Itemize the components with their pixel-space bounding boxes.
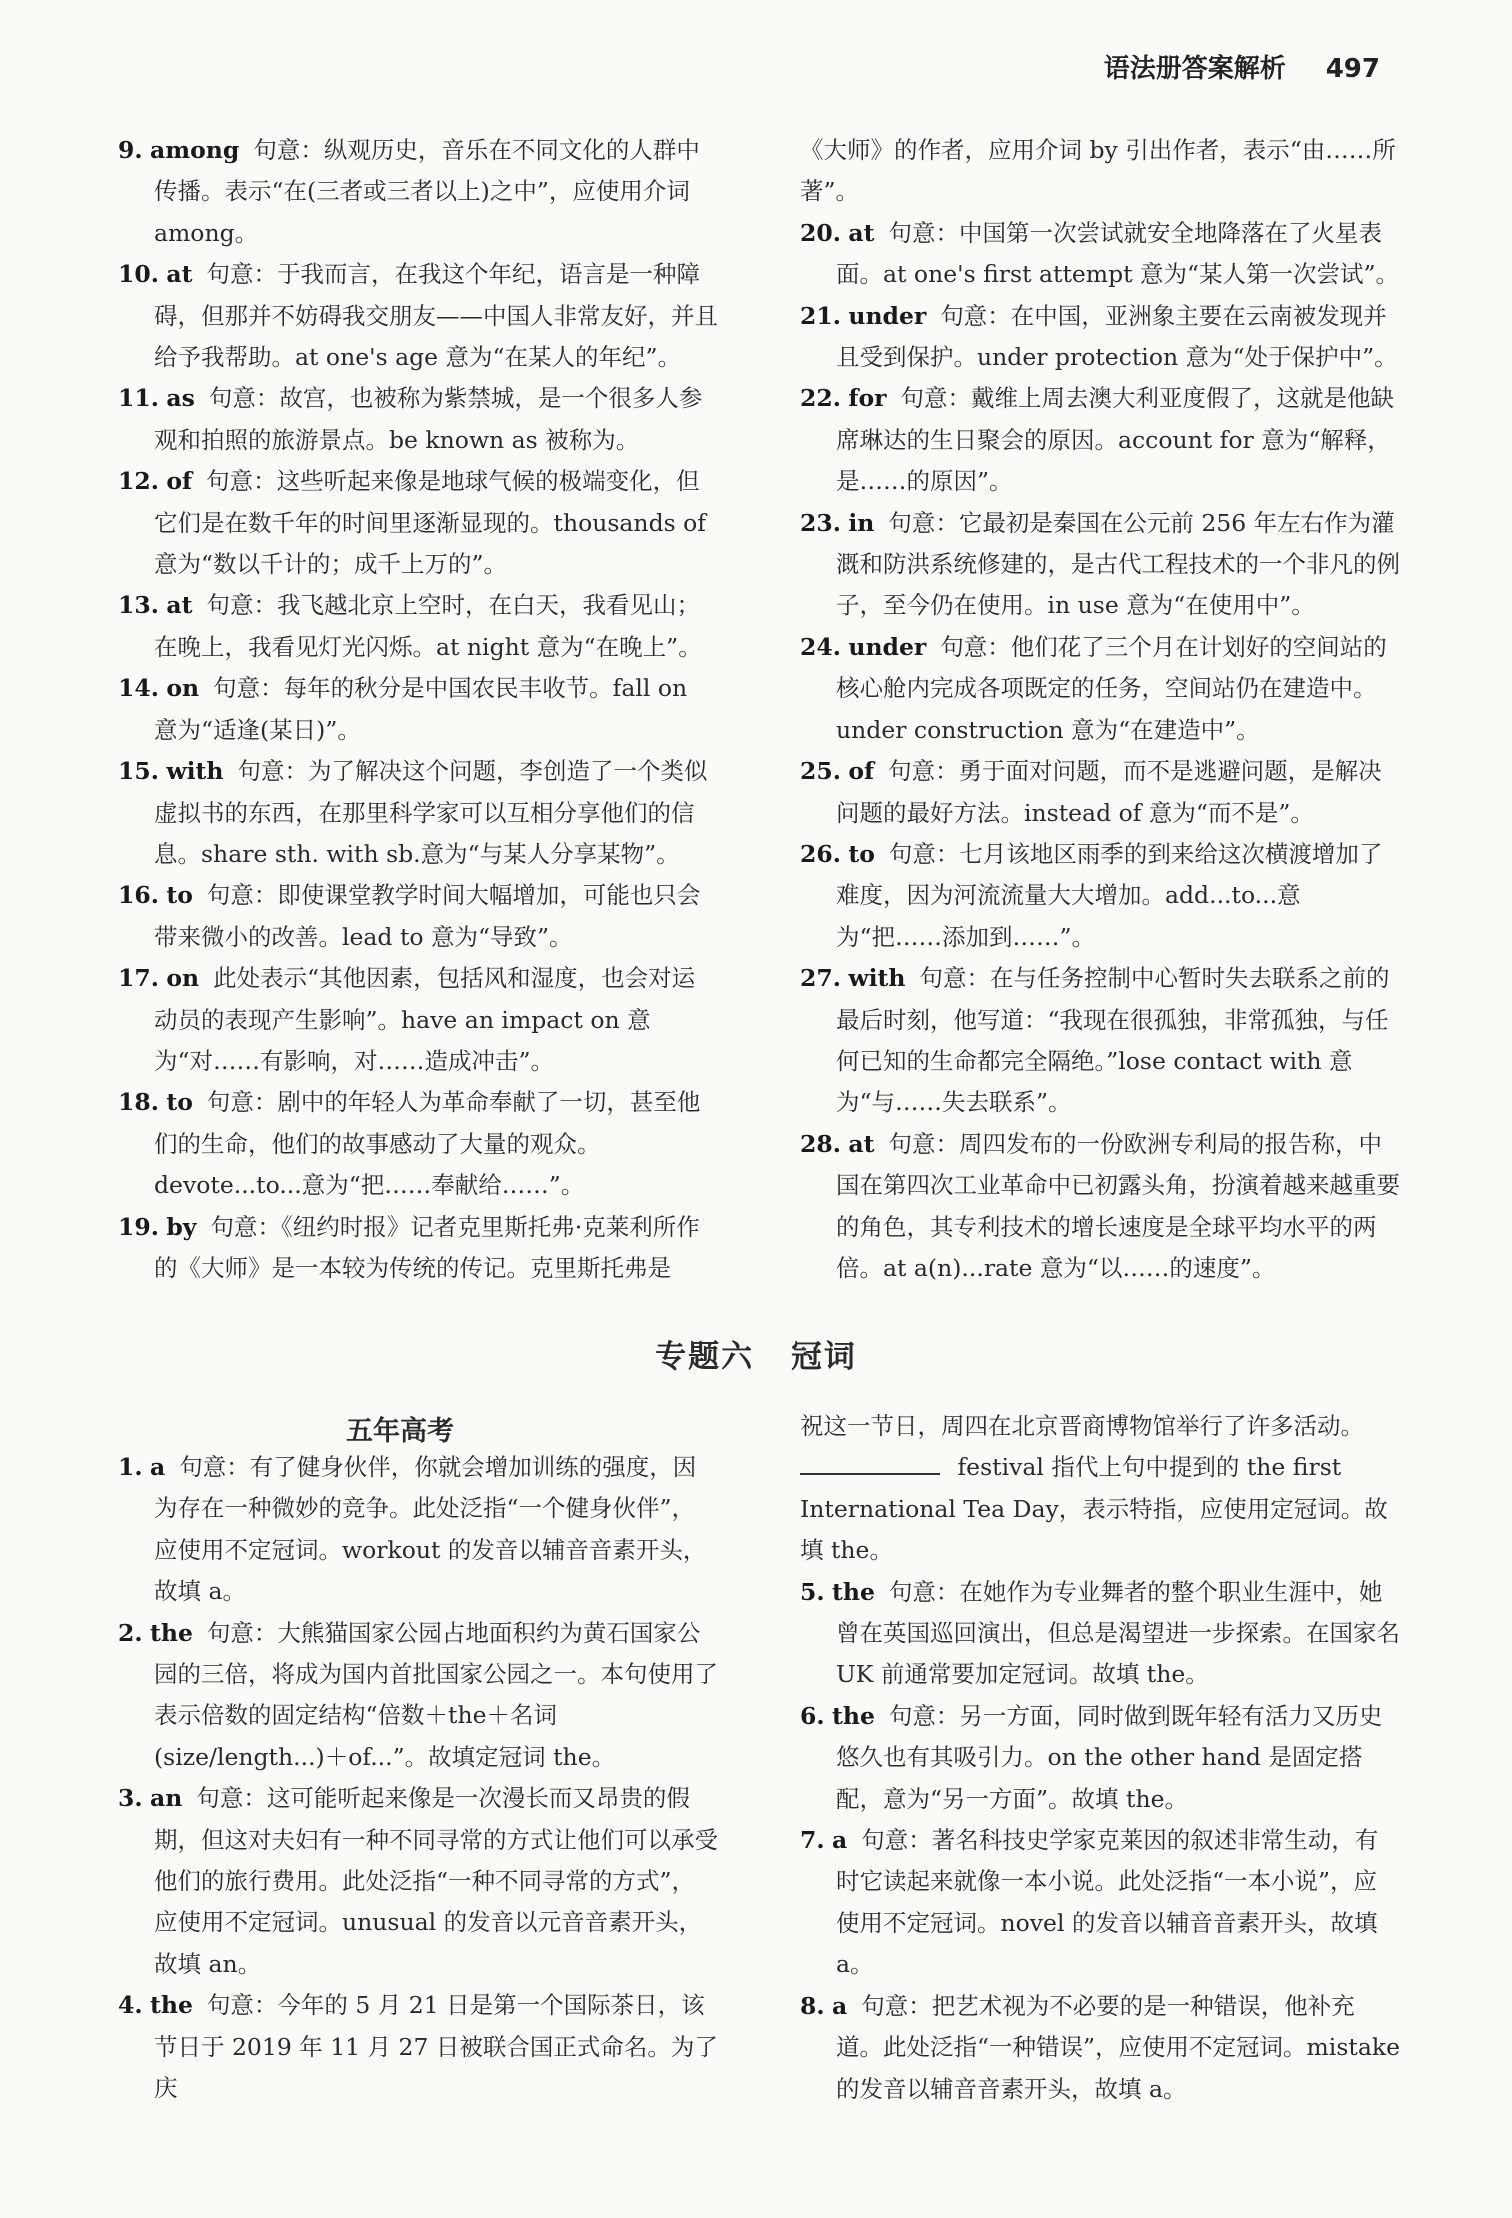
entry-explanation: 句意：即使课堂教学时间大幅增加，可能也只会带来微小的改善。lead to 意为“导致”。 xyxy=(154,881,701,951)
entry-explanation: 句意：这可能听起来像是一次漫长而又昂贵的假期，但这对夫妇有一种不同寻常的方式让他们可以承受他们的旅行费用。此处泛指“一种不同寻常的方式”，应使用不定冠词。unusual 的发音以元音音素开头，故填 an。 xyxy=(154,1784,718,1978)
entry-answer: under xyxy=(848,632,927,661)
answer-entry xyxy=(118,958,718,1082)
entry-answer: at xyxy=(848,218,875,247)
entry-answer: the xyxy=(832,1577,875,1606)
answer-entry xyxy=(800,1572,1400,1696)
entry-answer: with xyxy=(166,757,224,786)
topic-name: 冠词 xyxy=(790,1339,857,1375)
entry-number: 15. xyxy=(118,757,159,786)
entry-explanation: 句意：为了解决这个问题，李创造了一个类似虚拟书的东西，在那里科学家可以互相分享他们的信息。share sth. with sb.意为“与某人分享某物”。 xyxy=(154,757,708,868)
entry-number: 17. xyxy=(118,964,159,993)
entry-answer: as xyxy=(166,384,195,413)
entry-explanation: 句意：纵观历史，音乐在不同文化的人群中传播。表示“在(三者或三者以上)之中”，应使用介词among。 xyxy=(154,136,700,247)
entry-answer: the xyxy=(150,1991,193,2020)
entry-explanation: 句意：戴维上周去澳大利亚度假了，这就是他缺席琳达的生日聚会的原因。account for 意为“解释，是……的原因”。 xyxy=(836,384,1395,496)
entry-answer: to xyxy=(166,1088,193,1117)
answer-entry xyxy=(118,1778,718,1985)
entry-number: 11. xyxy=(118,384,159,413)
answer-entry xyxy=(800,958,1400,1124)
entry-number: 3. xyxy=(118,1784,143,1813)
subsection-title: 五年高考 xyxy=(346,1416,454,1447)
answer-entry xyxy=(118,1447,718,1613)
answer-entry xyxy=(800,296,1400,379)
column-top-right xyxy=(800,130,1400,1289)
entry-explanation: 句意：著名科技史学家克莱因的叙述非常生动，有时它读起来就像一本小说。此处泛指“一本小说”，应使用不定冠词。novel 的发音以辅音音素开头，故填 a。 xyxy=(836,1826,1379,1979)
entry-explanation: 句意：剧中的年轻人为革命奉献了一切，甚至他们的生命，他们的故事感动了大量的观众。devote...to...意为“把……奉献给……”。 xyxy=(154,1088,701,1200)
entry-number: 24. xyxy=(800,632,841,661)
entry-answer: with xyxy=(848,964,906,993)
entry-explanation: 句意：有了健身伙伴，你就会增加训练的强度，因为存在一种微妙的竞争。此处泛指“一个健身伙伴”，应使用不定冠词。workout 的发音以辅音音素开头，故填 a。 xyxy=(154,1453,707,1606)
entry-explanation: 句意：在与任务控制中心暂时失去联系之前的最后时刻，他写道：“我现在很孤独，非常孤独，与任何已知的生命都完全隔绝。”lose contact with 意为“与……失去联系”。 xyxy=(836,964,1390,1117)
topic-number: 专题六 xyxy=(655,1339,755,1375)
entry-number: 5. xyxy=(800,1577,825,1606)
entry-explanation: 句意：这些听起来像是地球气候的极端变化，但它们是在数千年的时间里逐渐显现的。thousands of 意为“数以千计的；成千上万的”。 xyxy=(154,467,706,579)
entry-explanation: 句意：它最初是秦国在公元前 256 年左右作为灌溉和防洪系统修建的，是古代工程技术的一个非凡的例子，至今仍在使用。in use 意为“在使用中”。 xyxy=(836,508,1400,620)
entry-answer: at xyxy=(166,591,193,620)
entry-explanation: 此处表示“其他因素，包括风和湿度，也会对运动员的表现产生影响”。have an impact on 意为“对……有影响，对……造成冲击”。 xyxy=(154,964,696,1075)
answer-entry xyxy=(800,1986,1400,2110)
column-bottom-right xyxy=(800,1406,1400,2110)
entry-answer: a xyxy=(832,1991,848,2020)
entry-number: 22. xyxy=(800,384,841,413)
entry-explanation: 句意：把艺术视为不必要的是一种错误，他补充道。此处泛指“一种错误”，应使用不定冠词。mistake 的发音以辅音音素开头，故填 a。 xyxy=(836,1991,1400,2103)
entry-number: 18. xyxy=(118,1088,159,1117)
entry-answer: in xyxy=(848,508,875,537)
answer-blank xyxy=(800,1451,940,1475)
entry-number: 26. xyxy=(800,839,841,868)
entry-answer: at xyxy=(166,260,193,289)
entry-number: 28. xyxy=(800,1129,841,1158)
answer-entry xyxy=(118,1082,718,1206)
entry-explanation: 句意：每年的秋分是中国农民丰收节。fall on 意为“适逢(某日)”。 xyxy=(154,674,688,744)
answer-entry xyxy=(118,130,718,254)
header-title: 语法册答案解析 xyxy=(1103,54,1286,84)
entry-answer: among xyxy=(150,136,240,164)
entry-answer: the xyxy=(150,1618,193,1647)
entry-number: 7. xyxy=(800,1826,825,1855)
entry-number: 6. xyxy=(800,1701,825,1730)
entry-explanation: 句意：周四发布的一份欧洲专利局的报告称，中国在第四次工业革命中已初露头角，扮演着越来越重要的角色，其专利技术的增长速度是全球平均水平的两倍。at a(n)...rate 意为“以……的速度”。 xyxy=(836,1129,1400,1282)
answer-entry xyxy=(800,834,1400,958)
answer-entry xyxy=(800,213,1400,296)
entry-number: 13. xyxy=(118,591,159,620)
entry-number: 1. xyxy=(118,1453,143,1481)
entry-answer: an xyxy=(150,1784,183,1813)
entry-answer: at xyxy=(848,1129,875,1158)
answer-entry xyxy=(118,378,718,461)
entry-explanation: 句意：在她作为专业舞者的整个职业生涯中，她曾在英国巡回演出，但总是渴望进一步探索。在国家名 UK 前通常要加定冠词。故填 the。 xyxy=(836,1577,1400,1689)
entry-explanation: 句意：勇于面对问题，而不是逃避问题，是解决问题的最好方法。instead of 意为“而不是”。 xyxy=(836,757,1382,827)
entry-number: 21. xyxy=(800,301,841,330)
entry-explanation: 句意：于我而言，在我这个年纪，语言是一种障碍，但那并不妨碍我交朋友——中国人非常友好，并且给予我帮助。at one's age 意为“在某人的年纪”。 xyxy=(154,260,718,372)
entry-number: 12. xyxy=(118,467,159,496)
entry-answer: of xyxy=(848,757,875,786)
entry-answer: by xyxy=(166,1212,197,1241)
entry-explanation: 句意：今年的 5 月 21 日是第一个国际茶日，该节日于 2019 年 11 月 27 日被联合国正式命名。为了庆 xyxy=(154,1991,718,2103)
answer-entry xyxy=(800,1124,1400,1290)
entry-number: 14. xyxy=(118,674,159,703)
entry-explanation: 句意：中国第一次尝试就安全地降落在了火星表面。at one's first attempt 意为“某人第一次尝试”。 xyxy=(836,218,1400,289)
answer-entry xyxy=(118,875,718,958)
page-number: 497 xyxy=(1325,54,1380,84)
entry-answer: a xyxy=(150,1453,166,1481)
answer-entry xyxy=(118,254,718,378)
continued-entry xyxy=(800,1406,1400,1572)
answer-entry xyxy=(800,130,1400,213)
answer-entry xyxy=(118,1613,718,1779)
answer-entry xyxy=(118,1985,718,2109)
answer-entry xyxy=(118,461,718,585)
entry-answer: the xyxy=(832,1701,875,1730)
entry-explanation: 句意：七月该地区雨季的到来给这次横渡增加了难度，因为河流流量大大增加。add...to...意为“把……添加到……”。 xyxy=(836,839,1383,951)
entry-explanation: 句意：大熊猫国家公园占地面积约为黄石国家公园的三倍，将成为国内首批国家公园之一。本句使用了表示倍数的固定结构“倍数＋the＋名词(size/length...)＋of...”。故填定冠词 the。 xyxy=(154,1618,718,1771)
answer-entry xyxy=(800,1820,1400,1986)
entry-explanation: 句意：我飞越北京上空时，在白天，我看见山；在晚上，我看见灯光闪烁。at night 意为“在晚上”。 xyxy=(154,591,702,661)
entry-number: 10. xyxy=(118,260,159,289)
answer-entry xyxy=(800,503,1400,627)
answer-entry xyxy=(118,1207,718,1290)
answer-entry xyxy=(118,751,718,875)
entry-number: 2. xyxy=(118,1618,143,1647)
entry-answer: for xyxy=(848,384,887,413)
answer-entry xyxy=(800,1696,1400,1820)
entry-explanation: 句意：在中国，亚洲象主要在云南被发现并且受到保护。under protection 意为“处于保护中”。 xyxy=(836,301,1398,372)
answer-entry xyxy=(800,627,1400,751)
entry-explanation: 《大师》的作者，应用介词 by 引出作者，表示“由……所著”。 xyxy=(800,136,1396,206)
answer-entry xyxy=(118,585,718,668)
entry-number: 16. xyxy=(118,881,159,910)
entry-answer: of xyxy=(166,467,193,496)
entry-answer: on xyxy=(166,674,200,703)
entry-answer: on xyxy=(166,964,200,993)
column-bottom-left xyxy=(118,1447,718,2110)
entry-explanation: 句意：《纽约时报》记者克里斯托弗·克莱利所作的《大师》是一本较为传统的传记。克里斯托弗是 xyxy=(154,1212,700,1282)
entry-number: 9. xyxy=(118,136,143,164)
entry-number: 25. xyxy=(800,757,841,786)
entry-answer: to xyxy=(848,839,875,868)
entry-explanation: 句意：他们花了三个月在计划好的空间站的核心舱内完成各项既定的任务，空间站仍在建造中。under construction 意为“在建造中”。 xyxy=(836,632,1387,744)
answer-entry xyxy=(800,751,1400,834)
entry-number: 23. xyxy=(800,508,841,537)
answer-entry xyxy=(118,668,718,751)
entry-number: 8. xyxy=(800,1991,825,2020)
column-top-left xyxy=(118,130,718,1289)
continued-text-a: 祝这一节日，周四在北京晋商博物馆举行了许多活动。 xyxy=(800,1412,1364,1440)
continued-text-b: festival 指代上句中提到的 the first International Tea Day，表示特指，应使用定冠词。故填 the。 xyxy=(800,1453,1388,1565)
entry-answer: to xyxy=(166,881,193,910)
entry-explanation: 句意：故宫，也被称为紫禁城，是一个很多人参观和拍照的旅游景点。be known as 被称为。 xyxy=(154,384,703,454)
answer-entry xyxy=(800,378,1400,502)
entry-number: 20. xyxy=(800,218,841,247)
topic-title xyxy=(0,1331,1512,1376)
entry-number: 4. xyxy=(118,1991,143,2020)
entry-explanation: 句意：另一方面，同时做到既年轻有活力又历史悠久也有其吸引力。on the other hand 是固定搭配，意为“另一方面”。故填 the。 xyxy=(836,1701,1383,1813)
entry-answer: under xyxy=(848,301,927,330)
entry-number: 27. xyxy=(800,964,841,993)
entry-answer: a xyxy=(832,1826,848,1855)
page-header xyxy=(1104,48,1380,85)
entry-number: 19. xyxy=(118,1212,159,1241)
